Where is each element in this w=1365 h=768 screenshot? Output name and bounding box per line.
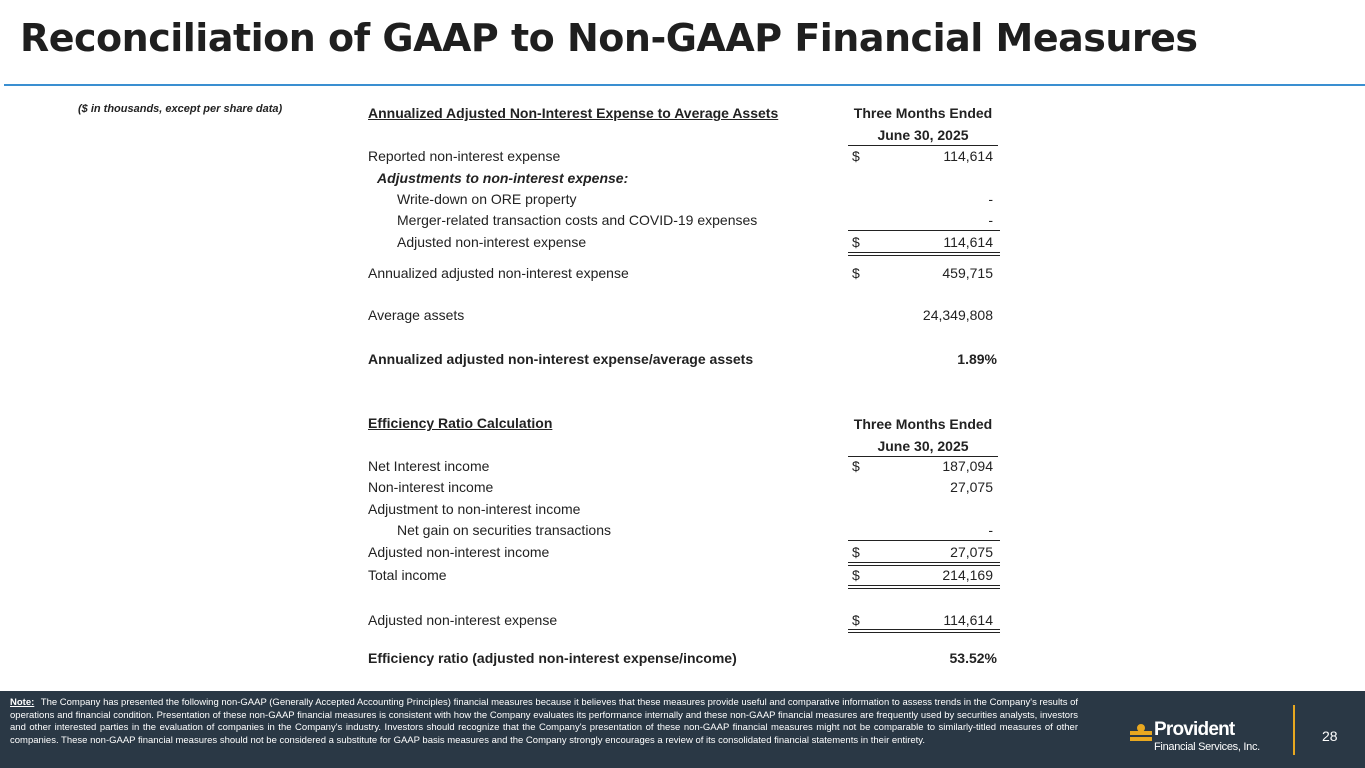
table-row-value: 27,075 xyxy=(950,544,993,560)
note-label: Note: xyxy=(10,697,35,708)
table-row-value: 459,715 xyxy=(942,265,993,281)
total-double-rule xyxy=(848,585,1000,589)
table-row-label: Adjusted non-interest expense xyxy=(368,612,558,628)
logo-name: Provident xyxy=(1154,719,1235,740)
currency-symbol: $ xyxy=(852,148,860,164)
table-row-value: 187,094 xyxy=(942,458,993,474)
column-heading-period: Three Months Ended xyxy=(853,416,993,432)
table-row-value: 1.89% xyxy=(957,351,997,367)
page-title: Reconciliation of GAAP to Non-GAAP Financial Measures xyxy=(20,16,1198,60)
currency-symbol: $ xyxy=(852,234,860,250)
table-row-value: 114,614 xyxy=(943,234,993,250)
currency-symbol: $ xyxy=(852,567,860,583)
table-row-value: 24,349,808 xyxy=(922,307,993,323)
table-row-label: Adjusted non-interest income xyxy=(368,544,550,560)
section-heading: Efficiency Ratio Calculation xyxy=(368,415,553,431)
table-row-value: 214,169 xyxy=(942,567,993,583)
logo-subtitle: Financial Services, Inc. xyxy=(1154,741,1260,753)
table-row-label: Annualized adjusted non-interest expense/average assets xyxy=(368,351,754,367)
table-row-label: Efficiency ratio (adjusted non-interest expense/income) xyxy=(368,650,737,666)
table-row-value: 114,614 xyxy=(943,612,993,628)
page-number: 28 xyxy=(1322,728,1338,744)
table-row-label: Non-interest income xyxy=(368,479,494,495)
subtotal-rule xyxy=(848,540,1000,541)
total-double-rule xyxy=(848,562,1000,566)
table-row-label: Net Interest income xyxy=(368,458,490,474)
column-heading-date: June 30, 2025 xyxy=(848,127,998,146)
currency-symbol: $ xyxy=(852,544,860,560)
table-row-label: Total income xyxy=(368,567,447,583)
table-row-value: 27,075 xyxy=(950,479,993,495)
section-heading: Annualized Adjusted Non-Interest Expense to Average Assets xyxy=(368,105,779,121)
currency-symbol: $ xyxy=(852,458,860,474)
note-text: The Company has presented the following non-GAAP (Generally Accepted Accounting Principles) financial measures because it believes that these measures provide useful and comparative information to assess trends in the Company's results of operations and financial condition. Presentation of these non-GAAP financial measures is consistent with how the Company evaluates its performance internally and these non-GAAP financial measures are frequently used by securities analysts, investors and other interested parties in the evaluation of companies in the Company's industry. Investors should recognize that the Company's presentation of these non-GAAP financial measures might not be comparable to similarly-titled measures of other companies. These non-GAAP financial measures should not be considered a substitute for GAAP basis measures and the Company strongly encourages a review of its consolidated financial statements in their entirety. xyxy=(10,697,1079,746)
table-row-label: Adjusted non-interest expense xyxy=(397,234,587,250)
table-row-label: Write-down on ORE property xyxy=(397,191,577,207)
total-double-rule xyxy=(848,252,1000,256)
table-row-value: 53.52% xyxy=(949,650,997,666)
total-double-rule xyxy=(848,629,1000,633)
table-row-label: Adjustment to non-interest income xyxy=(368,501,581,517)
table-row-label: Net gain on securities transactions xyxy=(397,522,611,538)
title-divider xyxy=(4,84,1365,86)
table-row-value: - xyxy=(988,522,993,538)
table-row-label: Reported non-interest expense xyxy=(368,148,561,164)
table-row-label: Adjustments to non-interest expense: xyxy=(377,170,629,186)
company-logo xyxy=(1130,719,1280,759)
units-note: ($ in thousands, except per share data) xyxy=(78,103,283,115)
table-row-value: - xyxy=(988,212,993,228)
disclaimer-note xyxy=(10,697,1078,747)
footer-bar xyxy=(0,691,1365,768)
column-heading-period: Three Months Ended xyxy=(853,105,993,121)
currency-symbol: $ xyxy=(852,265,860,281)
column-heading-date: June 30, 2025 xyxy=(848,438,998,457)
logo-mark-icon xyxy=(1130,723,1152,745)
table-row-label: Merger-related transaction costs and COVID-19 expenses xyxy=(397,212,758,228)
table-row-value: 114,614 xyxy=(943,148,993,164)
currency-symbol: $ xyxy=(852,612,860,628)
table-row-label: Average assets xyxy=(368,307,465,323)
table-row-value: - xyxy=(988,191,993,207)
footer-divider xyxy=(1293,705,1295,755)
table-row-label: Annualized adjusted non-interest expense xyxy=(368,265,629,281)
subtotal-rule xyxy=(848,230,1000,231)
